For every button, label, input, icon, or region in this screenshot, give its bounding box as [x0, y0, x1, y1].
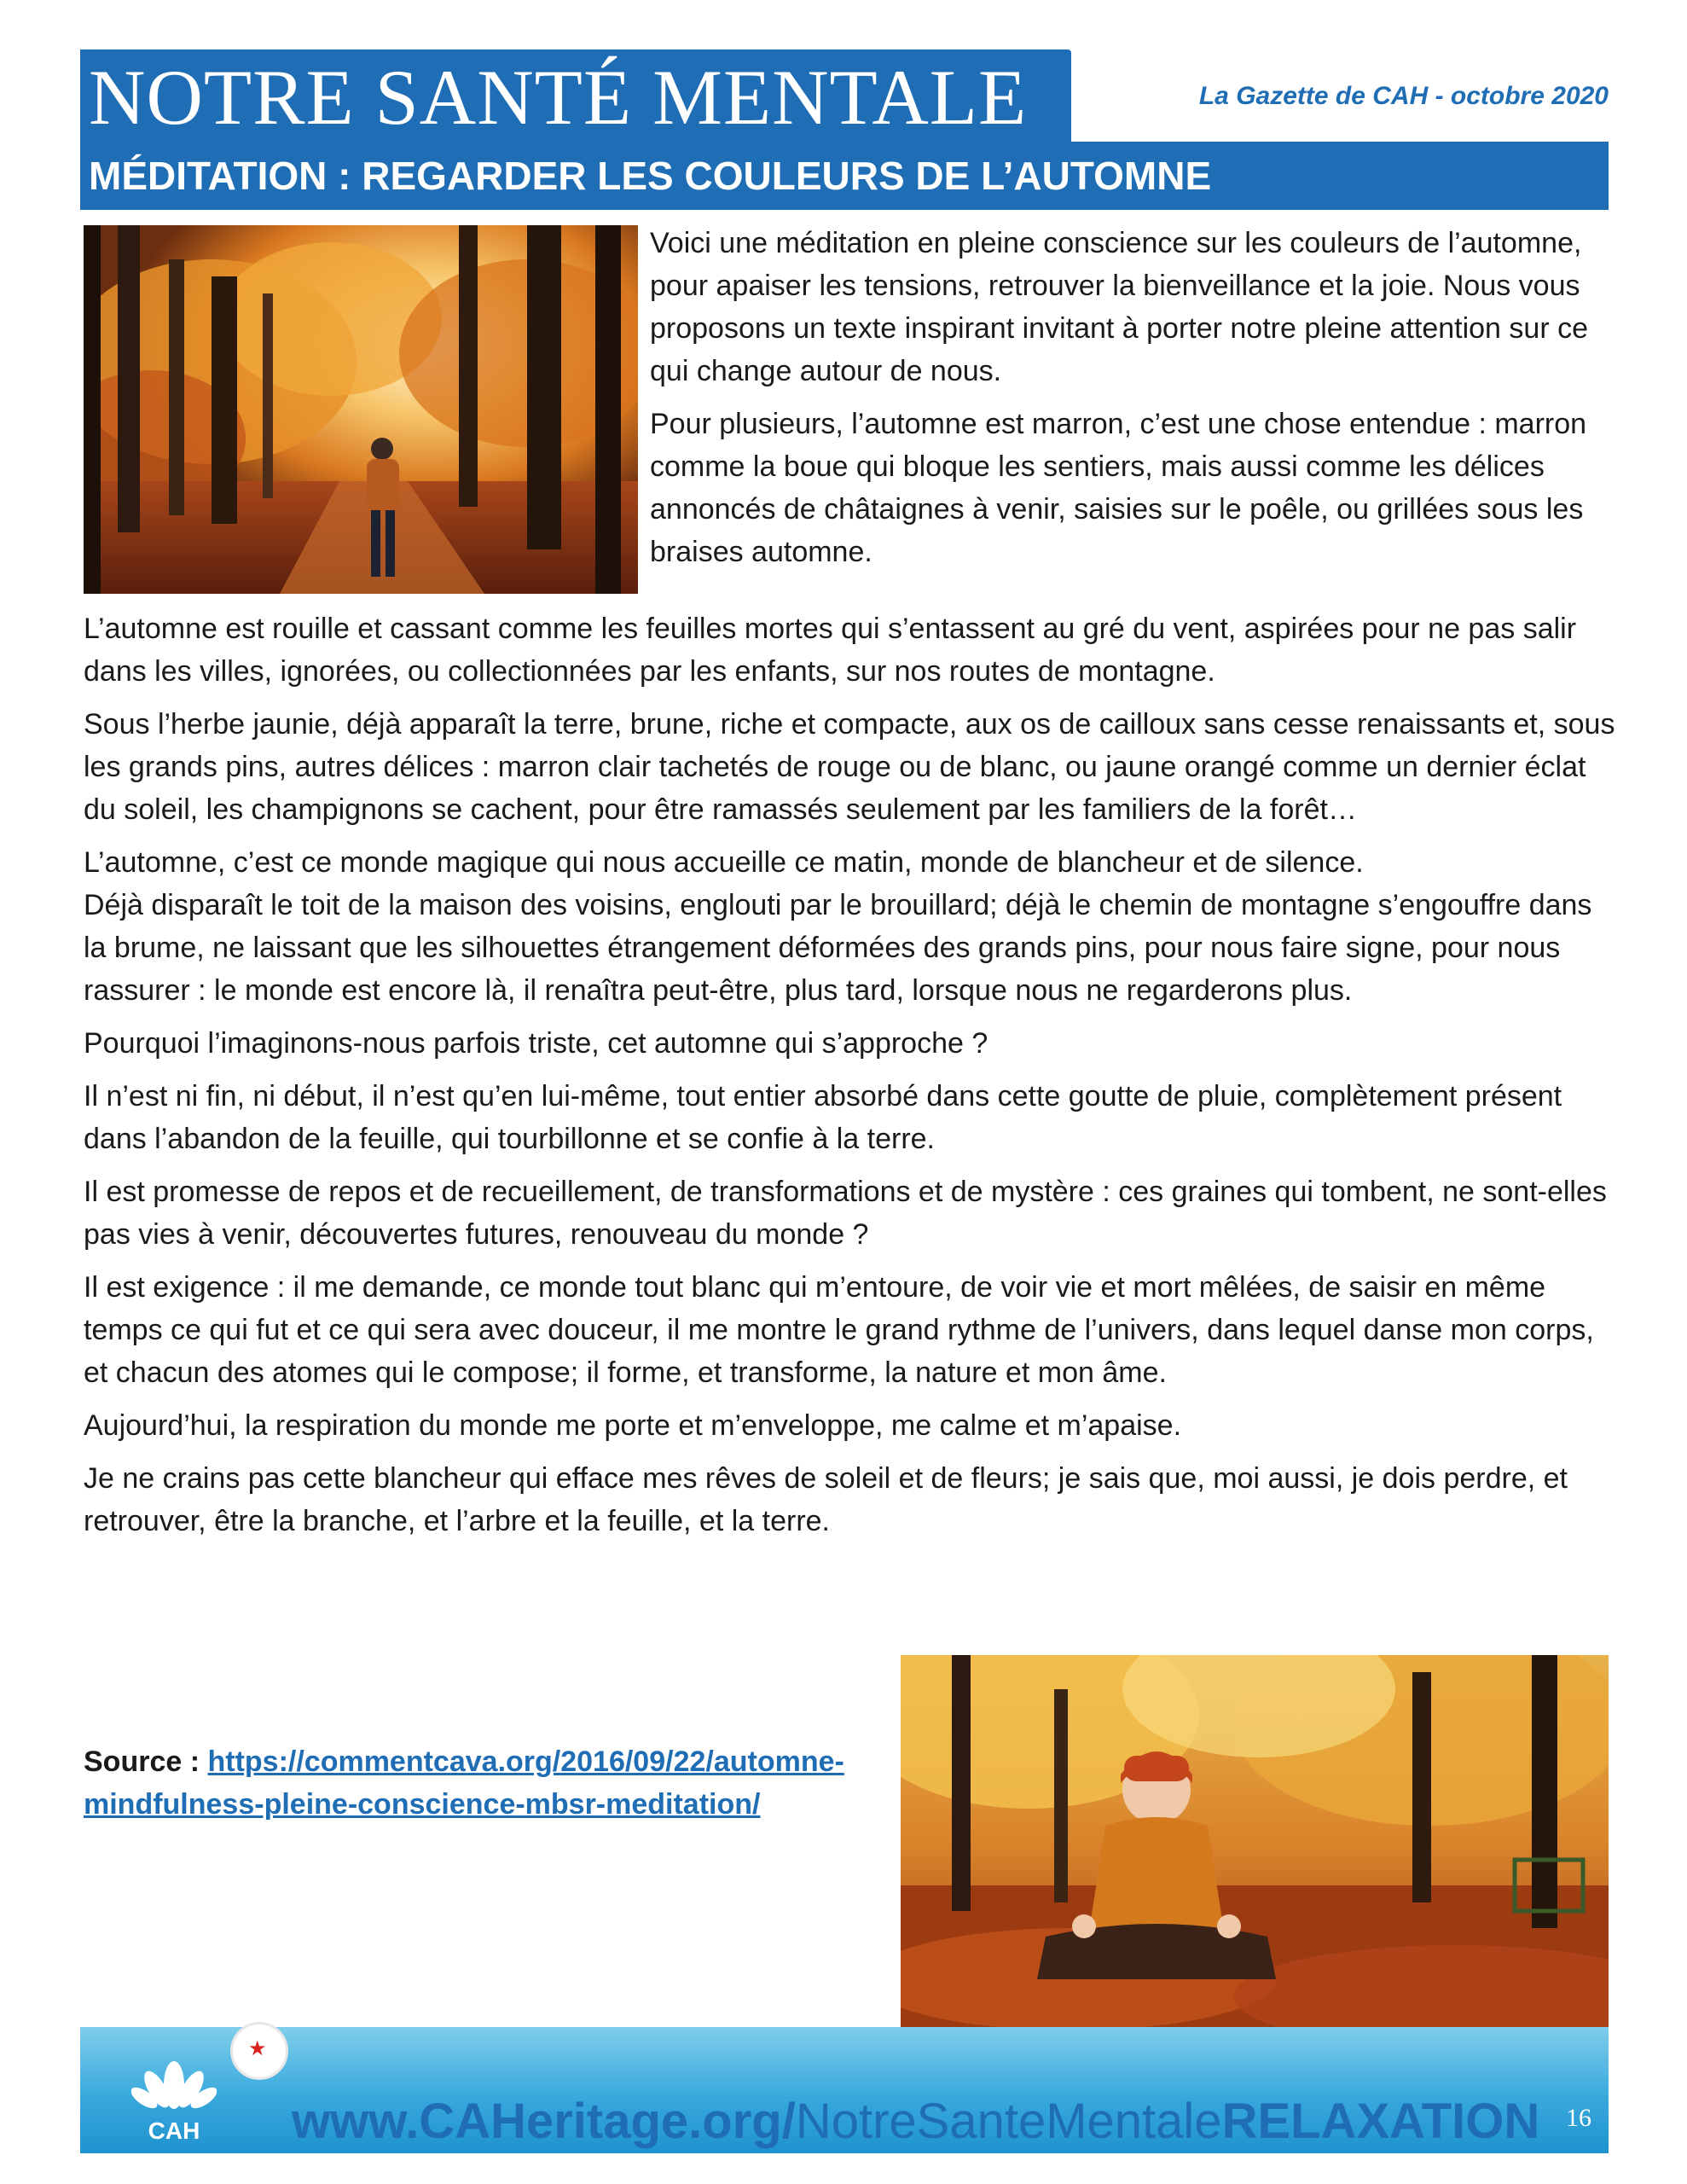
autumn-forest-photo: [84, 225, 638, 594]
footer-url-path: NotreSanteMentale: [795, 2094, 1222, 2149]
heritage-badge: [230, 2022, 288, 2080]
logo-text: CAH: [148, 2117, 200, 2144]
body-paragraph-3: L’automne, c’est ce monde magique qui nous accueille ce matin, monde de blancheur et de silence.: [84, 846, 1364, 879]
body-paragraph-2: Sous l’herbe jaunie, déjà apparaît la terre, brune, riche et compacte, aux os de cailloux sans cesse renaissants et, sous les grands pins, autres délices : marron clair tachetés de rouge ou de blanc, ou jaune orangé comme un dernier éclat du soleil, les champignons se cachent, pour être ramassés seulement par les familiers de la forêt…: [84, 708, 1615, 826]
body-paragraph-4: Déjà disparaît le toit de la maison des voisins, englouti par le brouillard; déjà le chemin de montagne s’engouffre dans la brume, ne laissant que les silhouettes étrangement déformées des grands pins, pour nous faire signe, pour nous rassurer : le monde est encore là, il renaîtra peut-être, plus tard, lorsque nous ne regarderons plus.: [84, 889, 1592, 1007]
article-body: [84, 607, 1619, 1553]
body-paragraph-1: L’automne est rouille et cassant comme les feuilles mortes qui s’entassent au gré du vent, aspirées pour ne pas salir dans les villes, ignorées, ou collectionnées par les enfants, sur nos routes de montagne.: [84, 613, 1577, 688]
body-paragraph-5: Pourquoi l’imaginons-nous parfois triste, cet automne qui s’approche ?: [84, 1027, 988, 1060]
article-subtitle: MÉDITATION : REGARDER LES COULEURS DE L’AUTOMNE: [89, 154, 1212, 198]
footer-url-domain: www.CAHeritage.org/: [292, 2094, 796, 2149]
body-paragraph-8: Il est exigence : il me demande, ce monde tout blanc qui m’entoure, de voir vie et mort mêlées, de saisir en même temps ce qui fut et ce qui sera avec douceur, il me montre le grand rythme de l’univers, dans lequel danse mon corps, et chacun des atomes qui le compose; il forme, et transforme, la nature et mon âme.: [84, 1271, 1594, 1389]
intro-paragraph-1: Voici une méditation en pleine conscience sur les couleurs de l’automne, pour apaiser les tensions, retrouver la bienveillance et la joie. Nous vous proposons un texte inspirant invitant à porter notre pleine attention sur ce qui change autour de nous.: [650, 227, 1589, 387]
source-link[interactable]: https://commentcava.org/2016/09/22/automne-mindfulness-pleine-conscience-mbsr-meditation/: [84, 1745, 844, 1821]
page-title: NOTRE SANTÉ MENTALE: [89, 54, 1028, 141]
source-label: Source :: [84, 1745, 208, 1778]
footer-url-link[interactable]: [292, 2092, 1539, 2152]
intro-text: [650, 222, 1614, 584]
meditation-photo: [901, 1655, 1609, 2039]
intro-paragraph-2: Pour plusieurs, l’automne est marron, c’est une chose entendue : marron comme la boue qui bloque les sentiers, mais aussi comme les délices annoncés de châtaignes à venir, saisies sur le poêle, ou grillées sous les braises automne.: [650, 408, 1587, 568]
body-paragraph-6: Il n’est ni fin, ni début, il n’est qu’en lui-même, tout entier absorbé dans cette goutte de pluie, complètement présent dans l’abandon de la feuille, qui tourbillonne et se confie à la terre.: [84, 1080, 1562, 1155]
page-number: 16: [1566, 2104, 1591, 2132]
subtitle-bar: [80, 142, 1609, 210]
source-citation: [84, 1740, 885, 1826]
cah-logo[interactable]: [131, 2042, 217, 2145]
footer-url-section: RELAXATION: [1221, 2094, 1540, 2149]
footer-banner: [80, 2027, 1609, 2153]
body-paragraph-10: Je ne crains pas cette blancheur qui efface mes rêves de soleil et de fleurs; je sais que, moi aussi, je dois perdre, et retrouver, être la branche, et l’arbre et la feuille, et la terre.: [84, 1462, 1568, 1537]
star-icon: ★: [248, 2037, 267, 2060]
header-title-box: [80, 49, 1071, 145]
body-paragraph-7: Il est promesse de repos et de recueillement, de transformations et de mystère : ces graines qui tombent, ne sont-elles pas vies à venir, découvertes futures, renouveau du monde ?: [84, 1176, 1607, 1251]
gazette-label: La Gazette de CAH - octobre 2020: [1198, 82, 1609, 110]
body-paragraph-9: Aujourd’hui, la respiration du monde me porte et m’enveloppe, me calme et m’apaise.: [84, 1409, 1182, 1442]
flower-logo-icon: [131, 2042, 217, 2119]
